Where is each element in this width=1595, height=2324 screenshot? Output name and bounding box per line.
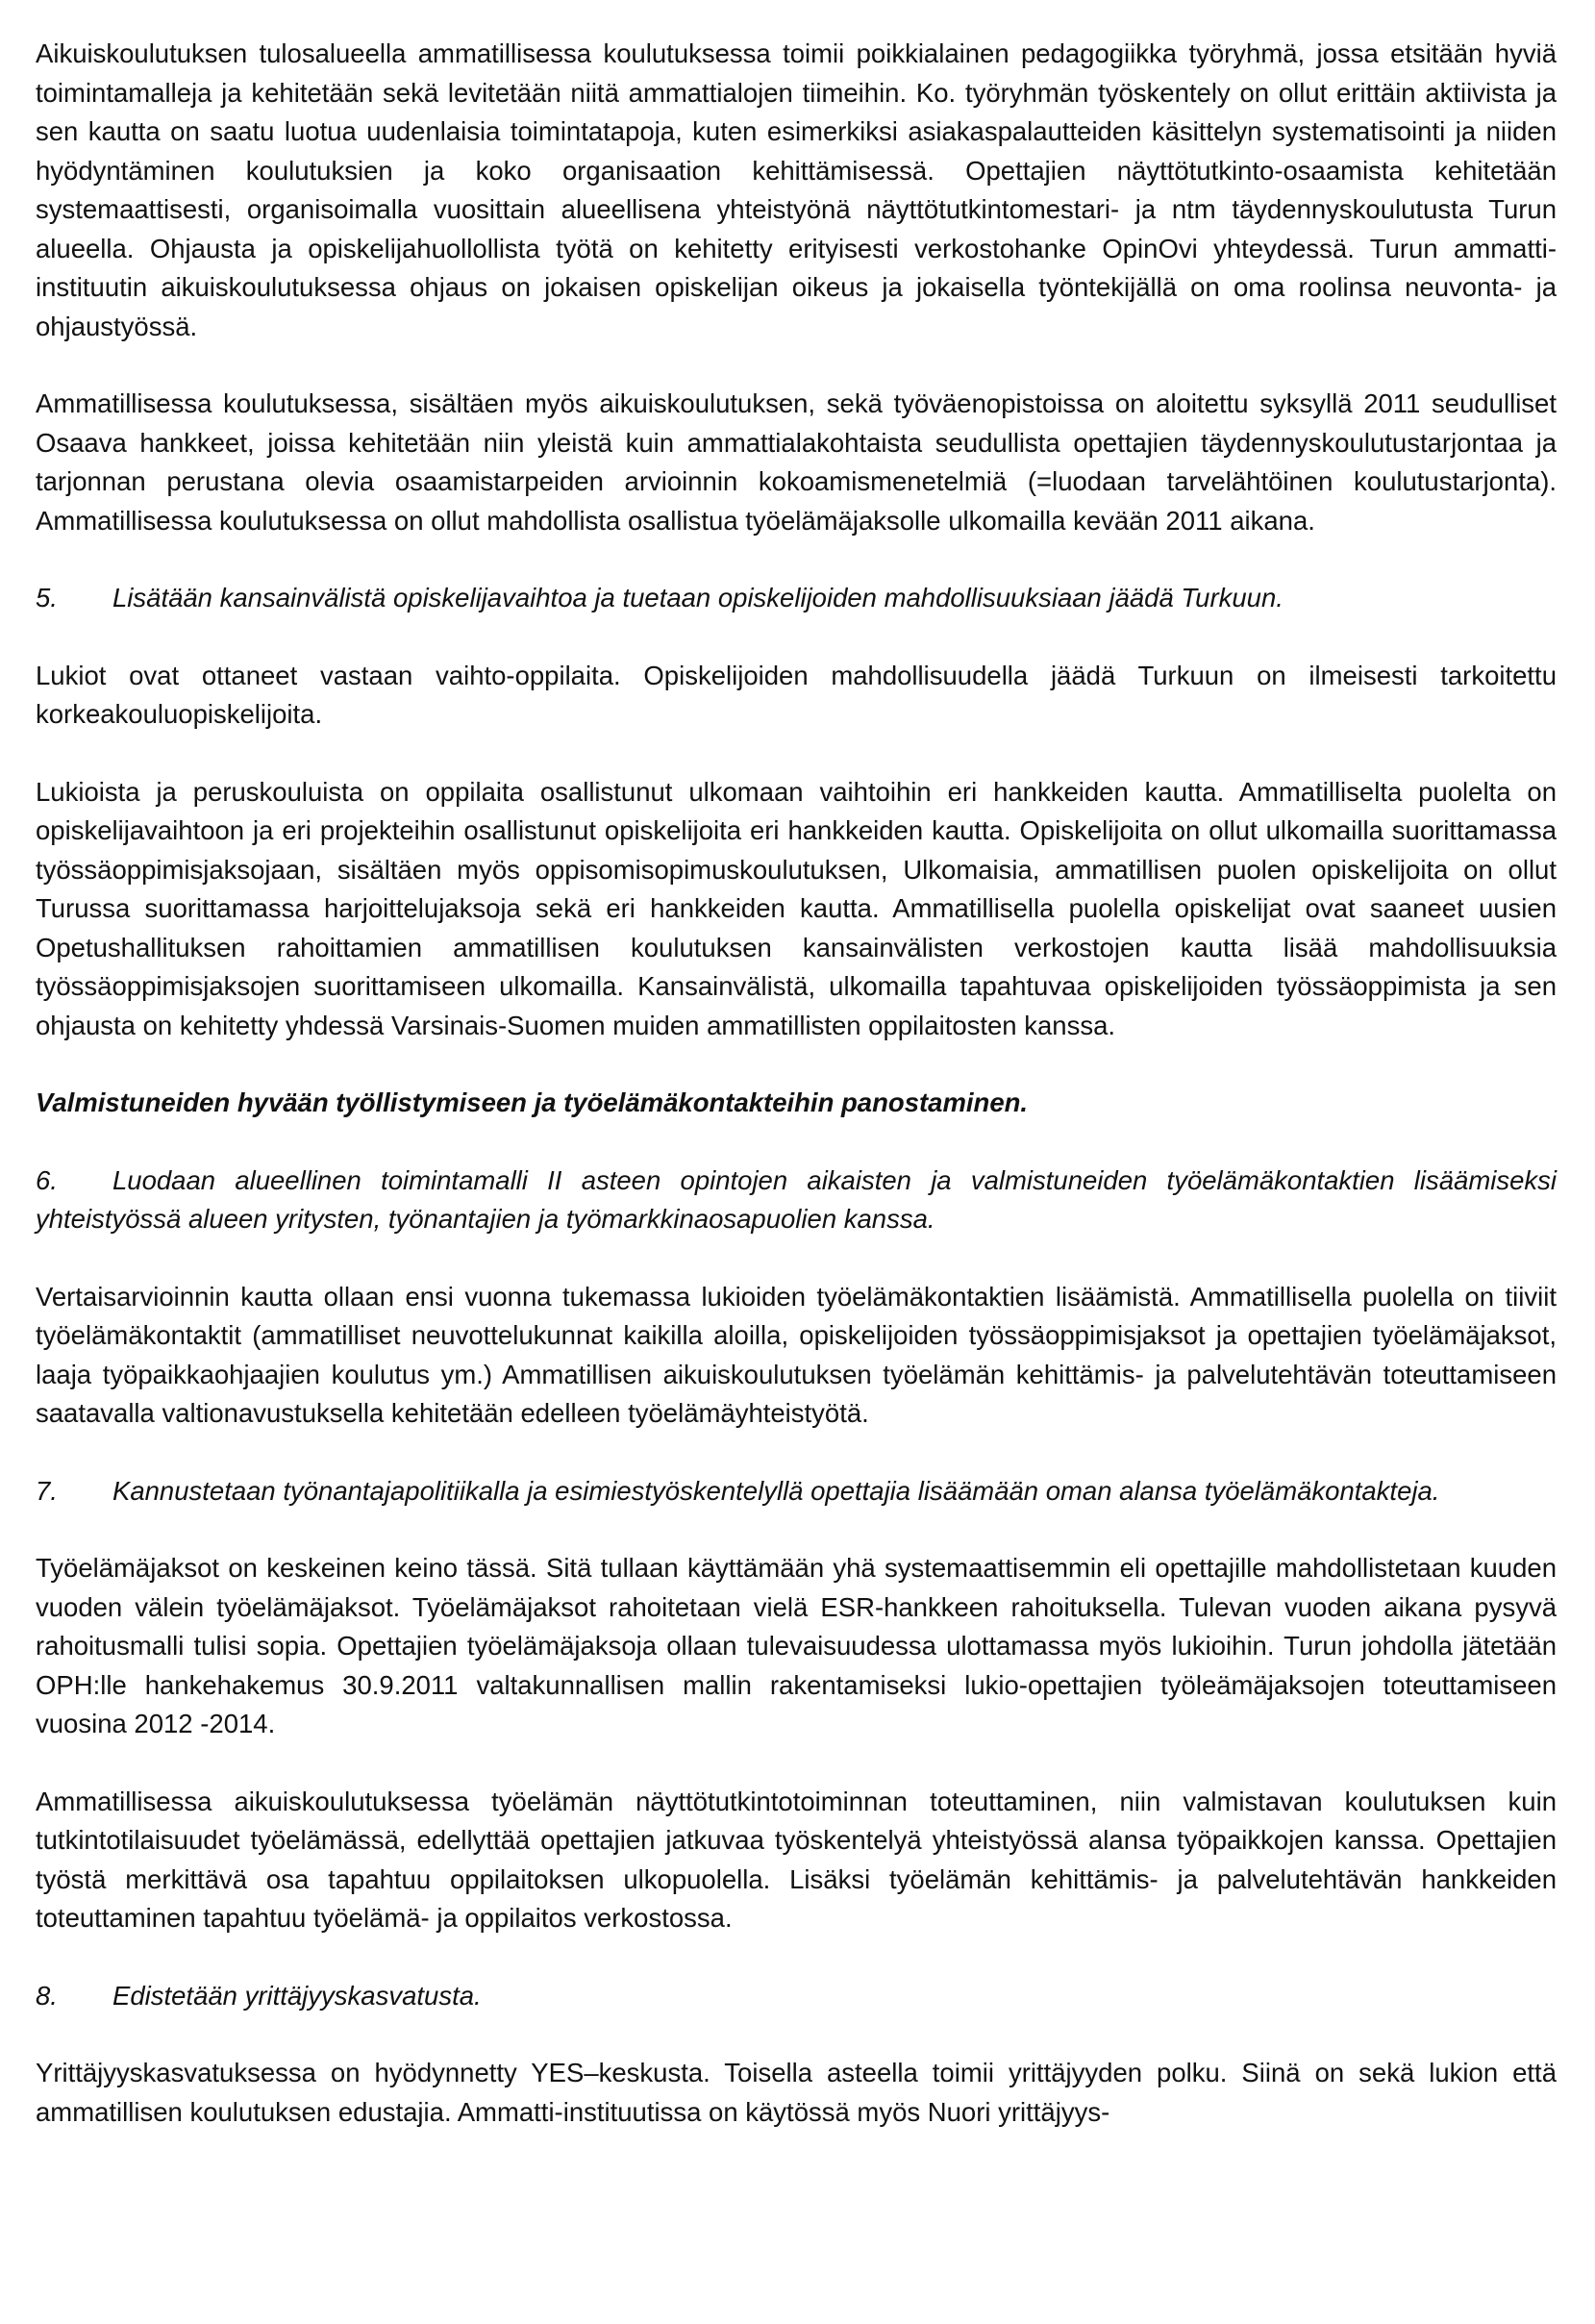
document-body — [36, 35, 1557, 2132]
item-text: Edistetään yrittäjyyskasvatusta. — [112, 1980, 482, 2011]
paragraph: Lukioista ja peruskouluista on oppilaita osallistunut ulkomaan vaihtoihin eri hankkeiden kautta. Ammatilliselta puolelta on opiskelijavaihtoon ja eri projekteihin osallistunut opiskelijoita eri hankkeiden kautta. Opiskelijoita on ollut ulkomailla suorittamassa työssäoppimisjaksojaan, sisältäen myös oppisomisopimuskoulutuksen, Ulkomaisia, ammatillisen puolen opiskelijoita on ollut Turussa suorittamassa harjoittelujaksoja sekä eri hankkeiden kautta. Ammatillisella puolella opiskelijat ovat saaneet uusien Opetushallituksen rahoittamien ammatillisen koulutuksen kansainvälisten verkostojen kautta lisää mahdollisuuksia työssäoppimisjaksojen suorittamiseen ulkomailla. Kansainvälistä, ulkomailla tapahtuvaa opiskelijoiden työssäoppimista ja sen ohjausta on kehitetty yhdessä Varsinais-Suomen muiden ammatillisten oppilaitosten kanssa. — [36, 776, 1557, 1040]
paragraph: Työelämäjaksot on keskeinen keino tässä. Sitä tullaan käyttämään yhä systemaattisemmin eli opettajille mahdollistetaan kuuden vuoden välein työelämäjaksot. Työelämäjaksot rahoitetaan vielä ESR-hankkeen rahoituksella. Tulevan vuoden aikana pysyvä rahoitusmalli tulisi sopia. Opettajien työelämäjaksoja ollaan tulevaisuudessa ulottamassa myös lukioihin. Turun johdolla jätetään OPH:lle hankehakemus 30.9.2011 valtakunnallisen mallin rakentamiseksi lukio-opettajien työleämäjaksojen toteuttamiseen vuosina 2012 -2014. — [36, 1553, 1557, 1738]
paragraph: Yrittäjyyskasvatuksessa on hyödynnetty YES–keskusta. Toisella asteella toimii yrittäjyyden polku. Siinä on sekä lukion että ammatillisen koulutuksen edustajia. Ammatti-instituutissa on käytössä myös Nuori yrittäjyys- — [36, 2058, 1557, 2127]
paragraph: Vertaisarvioinnin kautta ollaan ensi vuonna tukemassa lukioiden työelämäkontaktien lisäämistä. Ammatillisella puolella on tiiviit työelämäkontaktit (ammatilliset neuvottelukunnat kaikilla aloilla, opiskelijoiden työssäoppimisjaksot ja opettajien työelämäjaksot, laaja työpaikkaohjaajien koulutus ym.) Ammatillisen aikuiskoulutuksen työelämän kehittämis- ja palvelutehtävän toteuttamiseen saatavalla valtionavustuksella kehitetään edelleen työelämäyhteistyötä. — [36, 1281, 1557, 1428]
numbered-item-5 — [36, 579, 1557, 618]
paragraph: Lukiot ovat ottaneet vastaan vaihto-oppilaita. Opiskelijoiden mahdollisuudella jäädä Turkuun on ilmeisesti tarkoitettu korkeakouluopiskelijoita. — [36, 660, 1557, 729]
paragraph: Aikuiskoulutuksen tulosalueella ammatillisessa koulutuksessa toimii poikkialainen pedagogiikka työryhmä, jossa etsitään hyviä toimintamalleja ja kehitetään sekä levitetään niitä ammattialojen tiimeihin. Ko. työryhmän työskentely on ollut erittäin aktiivista ja sen kautta on saatu luotua uudenlaisia toimintatapoja, kuten esimerkiksi asiakaspalautteiden käsittelyn systematisointi ja niiden hyödyntäminen koulutuksien ja koko organisaation kehittämisessä. Opettajien näyttötutkinto-osaamista kehitetään systemaattisesti, organisoimalla vuosittain alueellisena yhteistyönä näyttötutkintomestari- ja ntm täydennyskoulutusta Turun alueella. Ohjausta ja opiskelijahuollollista työtä on kehitetty erityisesti verkostohanke OpinOvi yhteydessä. Turun ammatti-instituutin aikuiskoulutuksessa ohjaus on jokaisen opiskelijan oikeus ja jokaisella työntekijällä on oma roolinsa neuvonta- ja ohjaustyössä. — [36, 38, 1557, 341]
item-text: Luodaan alueellinen toimintamalli II asteen opintojen aikaisten ja valmistuneiden työelämäkontaktien lisäämiseksi yhteistyössä alueen yritysten, työnantajien ja työmarkkinaosapuolien kanssa. — [36, 1164, 1557, 1234]
item-number: 5. — [36, 583, 58, 612]
paragraph: Ammatillisessa aikuiskoulutuksessa työelämän näyttötutkintotoiminnan toteuttaminen, niin valmistavan koulutuksen kuin tutkintotilaisuudet työelämässä, edellyttää opettajien jatkuvaa työskentelyä yhteistyössä alansa työpaikkojen kanssa. Opettajien työstä merkittävä osa tapahtuu oppilaitoksen ulkopuolella. Lisäksi työelämän kehittämis- ja palvelutehtävän hankkeiden toteuttaminen tapahtuu työelämä- ja oppilaitos verkostossa. — [36, 1786, 1557, 1933]
numbered-item-6 — [36, 1162, 1557, 1239]
paragraph: Ammatillisessa koulutuksessa, sisältäen myös aikuiskoulutuksen, sekä työväenopistoissa on aloitettu syksyllä 2011 seudulliset Osaava hankkeet, joissa kehitetään niin yleistä kuin ammattialakohtaista seudullista opettajien täydennyskoulutustarjontaa ja tarjonnan perustana olevia osaamistarpeiden arvioinnin kokoamismenetelmiä (=luodaan tarvelähtöinen koulutustarjonta). Ammatillisessa koulutuksessa on ollut mahdollista osallistua työelämäjaksolle ulkomailla kevään 2011 aikana. — [36, 388, 1557, 536]
section-heading: Valmistuneiden hyvään työllistymiseen ja työelämäkontakteihin panostaminen. — [36, 1087, 1029, 1117]
item-number: 6. — [36, 1164, 58, 1195]
item-text: Kannustetaan työnantajapolitiikalla ja esimiestyöskentelyllä opettajia lisäämään oman alansa työelämäkontakteja. — [112, 1475, 1440, 1506]
item-number: 8. — [36, 1980, 58, 2011]
item-number: 7. — [36, 1475, 58, 1506]
numbered-item-7 — [36, 1472, 1557, 1512]
item-text: Lisätään kansainvälistä opiskelijavaihtoa ja tuetaan opiskelijoiden mahdollisuuksiaan jäädä Turkuun. — [112, 583, 1283, 612]
numbered-item-8 — [36, 1977, 1557, 2016]
